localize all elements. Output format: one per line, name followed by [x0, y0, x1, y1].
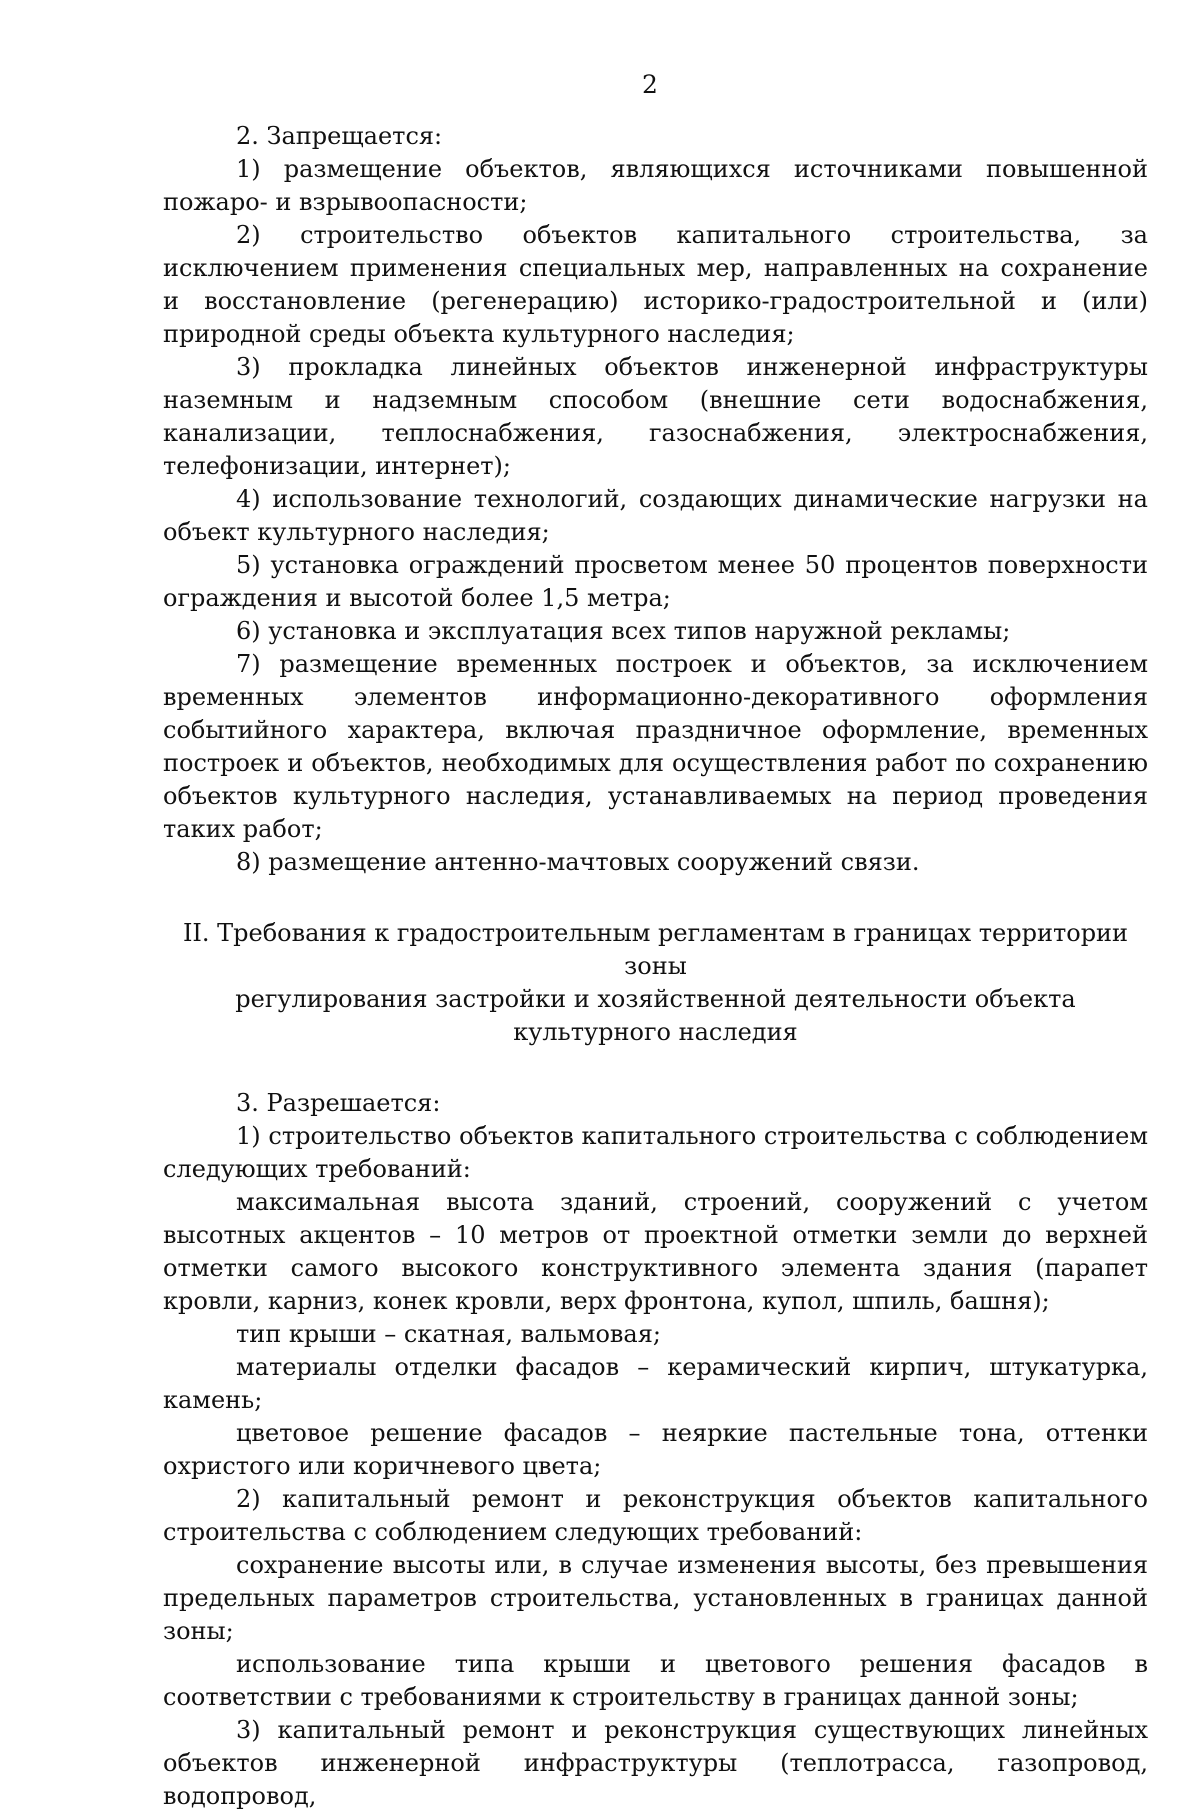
section-3-paragraph-1: 1) строительство объектов капитального строительства с соблюдением следующих требований: [163, 1122, 1148, 1183]
heading-line-3: культурного наследия [513, 1018, 798, 1046]
section-3-paragraph-9: 3) капитальный ремонт и реконструкция существующих линейных объектов инженерной инфраструктуры (теплотрасса, газопровод, водопровод, [163, 1716, 1148, 1810]
section-heading [163, 917, 1148, 1049]
section-2-item-4: 4) использование технологий, создающих динамические нагрузки на объект культурного наследия; [163, 485, 1148, 546]
section-2-item-7: 7) размещение временных построек и объектов, за исключением временных элементов информационно-декоративного оформления событийного характера, включая праздничное оформление, временных построек и объектов, необходимых для осуществления работ по сохранению объектов культурного наследия, устанавливаемых на период проведения таких работ; [163, 650, 1148, 843]
section-3-paragraph-8: использование типа крыши и цветового решения фасадов в соответствии с требованиями к строительству в границах данной зоны; [163, 1650, 1148, 1711]
page-number: 2 [642, 70, 658, 99]
section-3-paragraph-7: сохранение высоты или, в случае изменения высоты, без превышения предельных параметров строительства, установленных в границах данной зоны; [163, 1551, 1148, 1645]
section-2-title: 2. Запрещается: [236, 122, 443, 150]
section-2-item-3: 3) прокладка линейных объектов инженерной инфраструктуры наземным и надземным способом (внешние сети водоснабжения, канализации, теплоснабжения, газоснабжения, электроснабжения, телефонизации, интернет); [163, 353, 1148, 480]
section-3-paragraph-5: цветовое решение фасадов – неяркие пастельные тона, оттенки охристого или коричневого цвета; [163, 1419, 1148, 1480]
heading-line-1: II. Требования к градостроительным регламентам в границах территории зоны [182, 919, 1129, 980]
section-2-item-2: 2) строительство объектов капитального строительства, за исключением применения специальных мер, направленных на сохранение и восстановление (регенерацию) историко-градостроительной и (или) природной среды объекта культурного наследия; [163, 221, 1148, 348]
document-body [163, 120, 1148, 1813]
section-3-paragraph-3: тип крыши – скатная, вальмовая; [236, 1320, 661, 1348]
section-2-item-6: 6) установка и эксплуатация всех типов наружной рекламы; [236, 617, 1011, 645]
section-3-paragraph-4: материалы отделки фасадов – керамический кирпич, штукатурка, камень; [163, 1353, 1148, 1414]
section-2-item-1: 1) размещение объектов, являющихся источниками повышенной пожаро- и взрывоопасности; [163, 155, 1148, 216]
section-2-item-5: 5) установка ограждений просветом менее 50 процентов поверхности ограждения и высотой более 1,5 метра; [163, 551, 1148, 612]
section-3-title: 3. Разрешается: [236, 1089, 441, 1117]
section-3-paragraph-6: 2) капитальный ремонт и реконструкция объектов капитального строительства с соблюдением следующих требований: [163, 1485, 1148, 1546]
section-3-paragraph-2: максимальная высота зданий, строений, сооружений с учетом высотных акцентов – 10 метров от проектной отметки земли до верхней отметки самого высокого конструктивного элемента здания (парапет кровли, карниз, конек кровли, верх фронтона, купол, шпиль, башня); [163, 1188, 1148, 1315]
section-2-item-8: 8) размещение антенно-мачтовых сооружений связи. [236, 848, 920, 876]
heading-line-2: регулирования застройки и хозяйственной деятельности объекта [235, 985, 1076, 1013]
